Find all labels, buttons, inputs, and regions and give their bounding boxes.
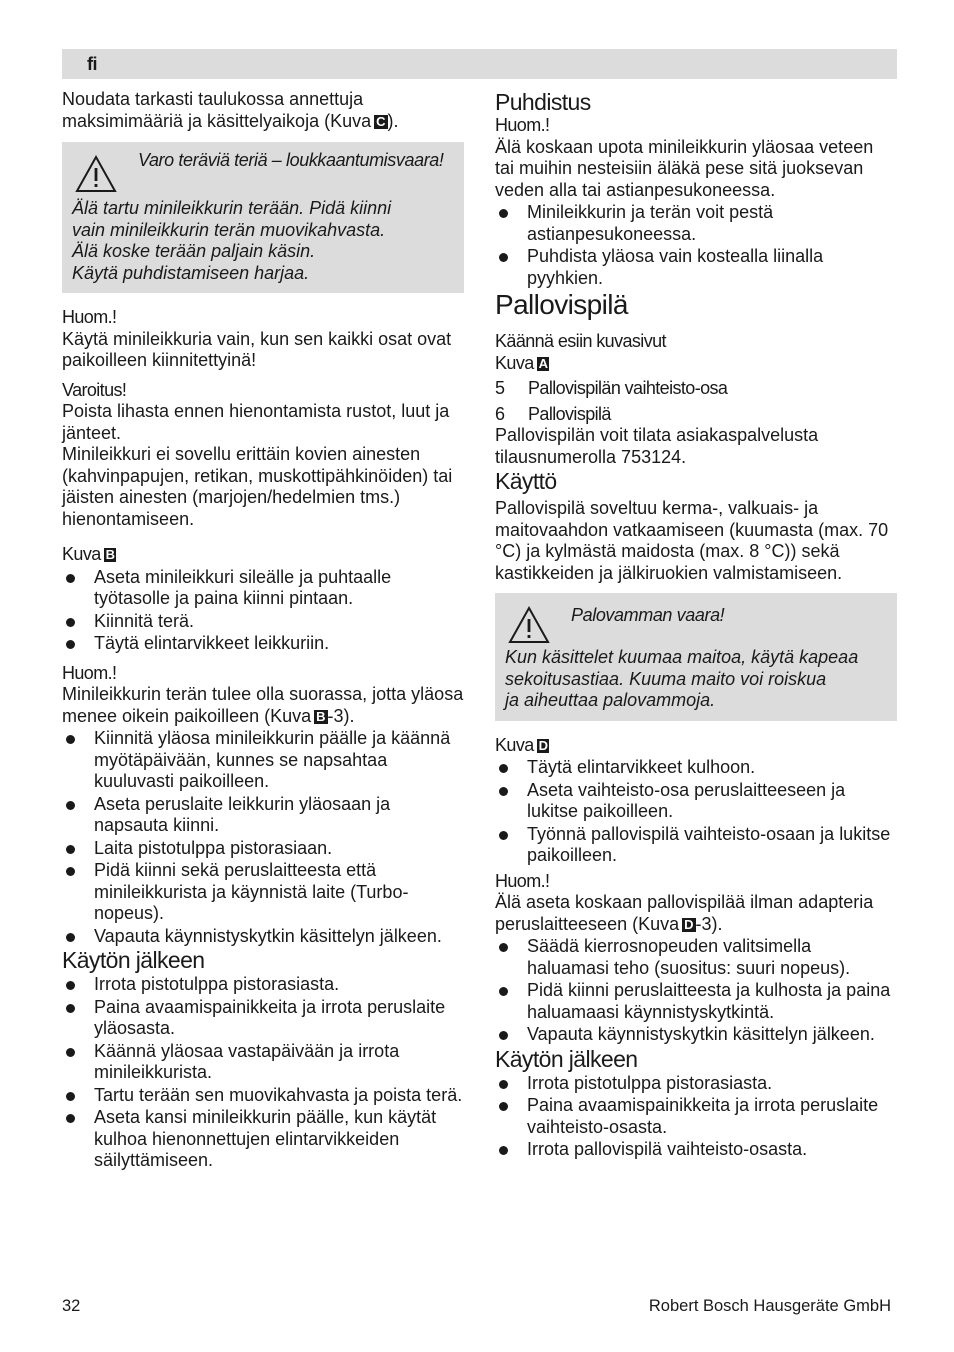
page-number: 32 <box>62 1297 81 1315</box>
right-column <box>495 89 897 1161</box>
note-label: Huom.! <box>495 115 550 135</box>
part-number: 6 <box>495 403 505 424</box>
list-item: Irrota pallovispilä vaihteisto-osasta. <box>495 1139 897 1161</box>
part-row <box>495 378 897 400</box>
caution-label: Varoitus! <box>62 379 127 400</box>
part-row <box>495 404 897 426</box>
caution-text-2: Minileikkuri ei sovellu erittäin kovien ainesten (kahvinpapujen, retikan, muskottipähkinöiden) tai jäisten ainesten (marjojen/hedelmien tms.) hienontamiseen. <box>62 444 453 529</box>
note-text: Minileikkurin terän tulee olla suorassa, jotta yläosa menee oikein paikoilleen (Kuva B -3). <box>62 684 464 726</box>
list-item: Aseta peruslaite leikkurin yläosaan ja napsauta kiinni. <box>62 794 464 837</box>
cleaning-list <box>495 202 897 289</box>
after-use-list <box>62 974 464 1172</box>
note-label: Huom.! <box>62 307 117 327</box>
warning-line: Kun käsittelet kuumaa maitoa, käytä kapeaa <box>505 647 859 667</box>
usage-text: Pallovispilä soveltuu kerma-, valkuais- ja maitovaahdon vatkaamiseen (kuumasta (max. 70 °C) ja kylmästä maidosta (max. 8 °C)) sekä kastikkeiden ja jälkiruokien valmistamiseen. <box>495 498 889 583</box>
part-label: Pallovispilä <box>528 403 611 424</box>
figure-b-label: Kuva B <box>62 544 115 564</box>
caution-text: Poista lihasta ennen hienontamista rustot, luut ja jänteet. <box>62 401 450 443</box>
list-item: Käännä yläosaa vastapäivään ja irrota minileikkurista. <box>62 1041 464 1084</box>
language-code: fi <box>87 54 97 74</box>
list-item: Tartu terään sen muovikahvasta ja poista terä. <box>62 1085 464 1107</box>
warning-line: ja aiheuttaa palovammoja. <box>505 690 716 710</box>
warning-line: Älä tartu minileikkurin terään. Pidä kiinni <box>72 198 392 218</box>
figure-b-badge: B <box>316 708 326 724</box>
whisk-setup-list <box>495 757 897 867</box>
list-item: Paina avaamispainikkeita ja irrota peruslaite yläosasta. <box>62 997 464 1040</box>
after-use-heading: Käytön jälkeen <box>62 947 205 973</box>
after-use-list <box>495 1073 897 1161</box>
note-label: Huom.! <box>495 870 550 891</box>
warning-title: Palovamman vaara! <box>571 605 725 625</box>
figure-d-label: Kuva D <box>495 734 548 755</box>
usage-heading: Käyttö <box>495 468 557 494</box>
company-name: Robert Bosch Hausgeräte GmbH <box>648 1297 891 1315</box>
note-text: Älä aseta koskaan pallovispilää ilman adapteria peruslaitteeseen (Kuva D -3). <box>495 892 874 934</box>
intro-paragraph: Noudata tarkasti taulukossa annettuja maksimimääriä ja käsittelyaikoja (Kuva C ). <box>62 89 399 131</box>
list-item: Kiinnitä yläosa minileikkurin päälle ja käännä myötäpäivään, kunnes se napsahtaa kuuluvasti paikoilleen. <box>62 728 464 793</box>
warning-title: Varo teräviä teriä – loukkaantumisvaara! <box>138 150 444 170</box>
figure-d-badge: D <box>538 737 548 753</box>
warning-triangle-icon <box>74 154 118 194</box>
list-item: Aseta minileikkuri sileälle ja puhtaalle työtasolle ja paina kiinni pintaan. <box>62 567 464 610</box>
cleaning-heading: Puhdistus <box>495 89 591 115</box>
list-item: Pidä kiinni peruslaitteesta ja kulhosta ja paina haluamaasi käynnistyskytkintä. <box>495 980 897 1023</box>
list-item: Puhdista yläosa vain kostealla liinalla pyyhkien. <box>495 246 897 289</box>
warning-line: Käytä puhdistamiseen harjaa. <box>72 262 310 283</box>
list-item: Pidä kiinni sekä peruslaitteesta että minileikkurista ja käynnistä laite (Turbo-nopeus). <box>62 860 464 925</box>
order-text: Pallovispilän voit tilata asiakaspalvelusta tilausnumerolla 753124. <box>495 425 819 467</box>
list-item: Aseta kansi minileikkurin päälle, kun käytät kulhoa hienonnettujen elintarvikkeiden säilyttämiseen. <box>62 1107 464 1172</box>
fold-out-instruction: Käännä esiin kuvasivut <box>495 331 666 351</box>
list-item: Työnnä pallovispilä vaihteisto-osaan ja lukitse paikoilleen. <box>495 824 897 867</box>
sharp-blade-warning <box>62 142 464 293</box>
list-item: Irrota pistotulppa pistorasiasta. <box>62 974 464 996</box>
list-item: Täytä elintarvikkeet kulhoon. <box>495 757 897 779</box>
list-item: Minileikkurin ja terän voit pestä astianpesukoneessa. <box>495 202 897 245</box>
list-item: Vapauta käynnistyskytkin käsittelyn jälkeen. <box>62 926 464 948</box>
left-column <box>62 89 464 1172</box>
operation-list <box>62 728 464 947</box>
warning-line: Älä koske terään paljain käsin. <box>72 241 316 261</box>
figure-a-label: Kuva A <box>495 352 548 373</box>
list-item: Laita pistotulppa pistorasiaan. <box>62 838 464 860</box>
list-item: Paina avaamispainikkeita ja irrota peruslaite vaihteisto-osasta. <box>495 1095 897 1138</box>
whisk-operation-list <box>495 936 897 1046</box>
figure-c-badge: C <box>376 113 386 129</box>
after-use-heading: Käytön jälkeen <box>495 1045 638 1072</box>
setup-list <box>62 567 464 655</box>
warning-triangle-icon <box>507 605 551 645</box>
figure-a-badge: A <box>538 355 548 371</box>
warning-line: sekoitusastiaa. Kuuma maito voi roiskua <box>505 668 827 689</box>
figure-d-badge: D <box>684 916 694 932</box>
note-text: Käytä minileikkuria vain, kun sen kaikki osat ovat paikoilleen kiinnitettyinä! <box>62 328 452 370</box>
list-item: Vapauta käynnistyskytkin käsittelyn jälkeen. <box>495 1024 897 1046</box>
whisk-heading: Pallovispilä <box>495 289 628 320</box>
part-number: 5 <box>495 378 505 398</box>
figure-b-badge: B <box>105 547 115 562</box>
part-label: Pallovispilän vaihteisto-osa <box>528 378 728 398</box>
note-label: Huom.! <box>62 662 117 683</box>
list-item: Aseta vaihteisto-osa peruslaitteeseen ja lukitse paikoilleen. <box>495 780 897 823</box>
cleaning-text: Älä koskaan upota minileikkurin yläosaa veteen tai muihin nesteisiin äläkä pese sitä juoksevan veden alla tai astianpesukoneessa. <box>495 136 874 200</box>
list-item: Säädä kierrosnopeuden valitsimella haluamasi teho (suositus: suuri nopeus). <box>495 936 897 979</box>
language-header-bar <box>62 49 897 79</box>
list-item: Täytä elintarvikkeet leikkuriin. <box>62 633 464 655</box>
list-item: Irrota pistotulppa pistorasiasta. <box>495 1073 897 1095</box>
list-item: Kiinnitä terä. <box>62 611 464 633</box>
warning-line: vain minileikkurin terän muovikahvasta. <box>72 219 386 240</box>
burn-warning <box>495 593 897 721</box>
